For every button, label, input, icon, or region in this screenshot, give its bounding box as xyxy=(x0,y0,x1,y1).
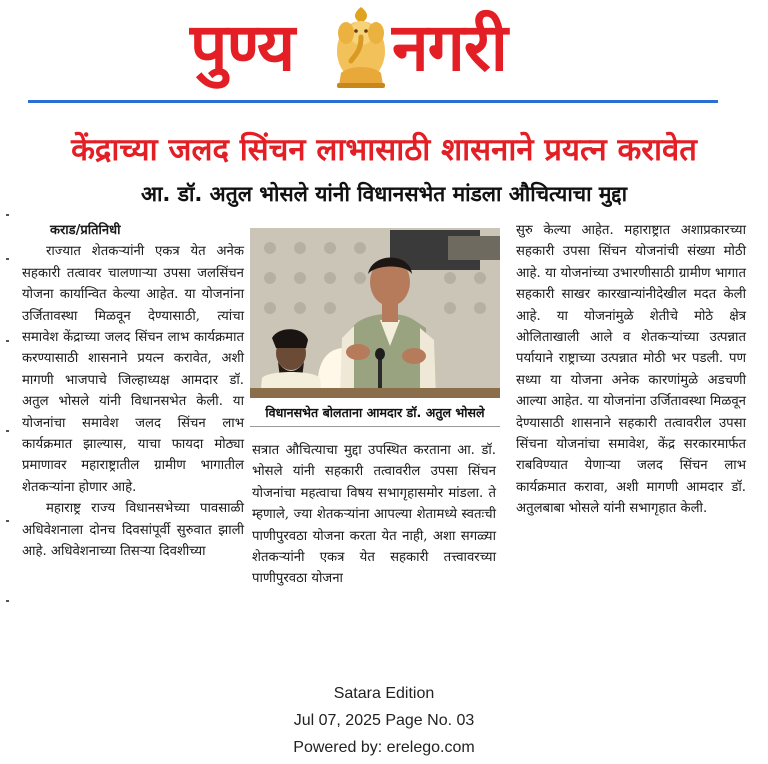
masthead-title-right: नगरी xyxy=(392,9,507,86)
article-paragraph: सत्रात औचित्याचा मुद्दा उपस्थित करताना आ. डॉ. भोसले यांनी सहकारी तत्वावरील उपसा सिंचन योजनांचा महत्वाचा विषय सभागृहासमोर मांडला. ते म्हणाले, ज्या शेतकऱ्यांना आपल्या शेतामध्ये स्वतःची पाणीपुरवठा योजना करता येत नाही, अशा सगळ्या शेतकऱ्यांनी एकत्र येत सहकारी तत्त्वावरच्या पाणीपुरवठा योजना xyxy=(252,443,496,587)
article-headline: केंद्राच्या जलद सिंचन लाभासाठी शासनाने प्रयत्न करावेत xyxy=(71,132,697,168)
article-paragraph: राज्यात शेतकऱ्यांनी एकत्र येत अनेक सहकारी तत्वावर चालणाऱ्या उपसा जलसिंचन योजना कार्यान्वित केल्या आहेत. या योजनांना उर्जितावस्था मिळवून देण्यासाठी, त्यांचा समावेश केंद्राच्या जलद सिंचन लाभ कार्यक्रमात करण्यासाठी शासनाने प्रयत्न करावेत, अशी मागणी भाजपाचे जिल्हाध्यक्ष आमदार डॉ. अतुल भोसले यांनी विधानसभेत केली. या योजनांचा समावेश जलद सिंचन लाभ कार्यक्रमात झाल्यास, याचा फायदा मोठ्या प्रमाणावर महाराष्ट्रातील ग्रामीण भागातील शेतकऱ्यांना होणार आहे. xyxy=(22,244,244,495)
footer-date-page: Jul 07, 2025 Page No. 03 xyxy=(293,712,475,729)
masthead-rule xyxy=(28,100,718,103)
edge-mark xyxy=(6,258,9,260)
article-photo xyxy=(250,228,500,398)
article-column-1 xyxy=(22,220,244,563)
article-column-2 xyxy=(252,440,496,590)
edge-mark xyxy=(6,520,9,522)
edge-mark xyxy=(6,214,9,216)
photo-caption: विधानसभेत बोलताना आमदार डॉ. अतुल भोसले xyxy=(250,400,500,427)
article-paragraph: सुरु केल्या आहेत. महाराष्ट्रात अशाप्रकारच्या सहकारी उपसा सिंचन योजनांची संख्या मोठी आहे. या योजनांच्या उभारणीसाठी ग्रामीण भागात सहकारी साखर कारखान्यांनीदेखील मदत केली आहे. या योजनांमुळे शेतीचे मोठे क्षेत्र ओलिताखाली आले व शेतकऱ्यांच्या उत्पन्नात पर्यायाने राष्ट्राच्या उत्पन्नात मोठी भर पडली. पण सध्या या योजना अनेक कारणांमुळे अडचणी आल्या आहेत. या योजनांना उर्जितावस्था मिळवून देण्यासाठी शासनाने सहकारी तत्वावरील उपसा सिंचना योजनांचा समावेश, केंद्र सरकारमार्फत राबविण्यात येणाऱ्या जलद सिंचन लाभ कार्यक्रमात करावा, अशी मागणी आमदार डॉ. अतुलबाबा भोसले यांनी सभागृहात केली. xyxy=(516,223,746,517)
assembly-speaker-illustration xyxy=(250,228,500,398)
masthead-title-left: पुण्य xyxy=(190,9,295,86)
footer-edition: Satara Edition xyxy=(333,685,435,702)
footer-powered-by: Powered by: erelego.com xyxy=(293,739,475,756)
edge-mark xyxy=(6,430,9,432)
edge-mark xyxy=(6,340,9,342)
article-paragraph: महाराष्ट्र राज्य विधानसभेच्या पावसाळी अधिवेशनाला दोनच दिवसांपूर्वी सुरुवात झाली आहे. अधिवेशनाच्या तिसऱ्या दिवशीच्या xyxy=(22,501,244,560)
ganesha-emblem xyxy=(331,3,391,89)
article-dateline: कराड/प्रतिनिधी xyxy=(50,223,121,238)
masthead xyxy=(0,0,768,104)
article-column-3 xyxy=(516,220,746,520)
edge-mark xyxy=(6,600,9,602)
article-subheadline: आ. डॉ. अतुल भोसले यांनी विधानसभेत मांडला औचित्याचा मुद्दा xyxy=(140,182,628,206)
